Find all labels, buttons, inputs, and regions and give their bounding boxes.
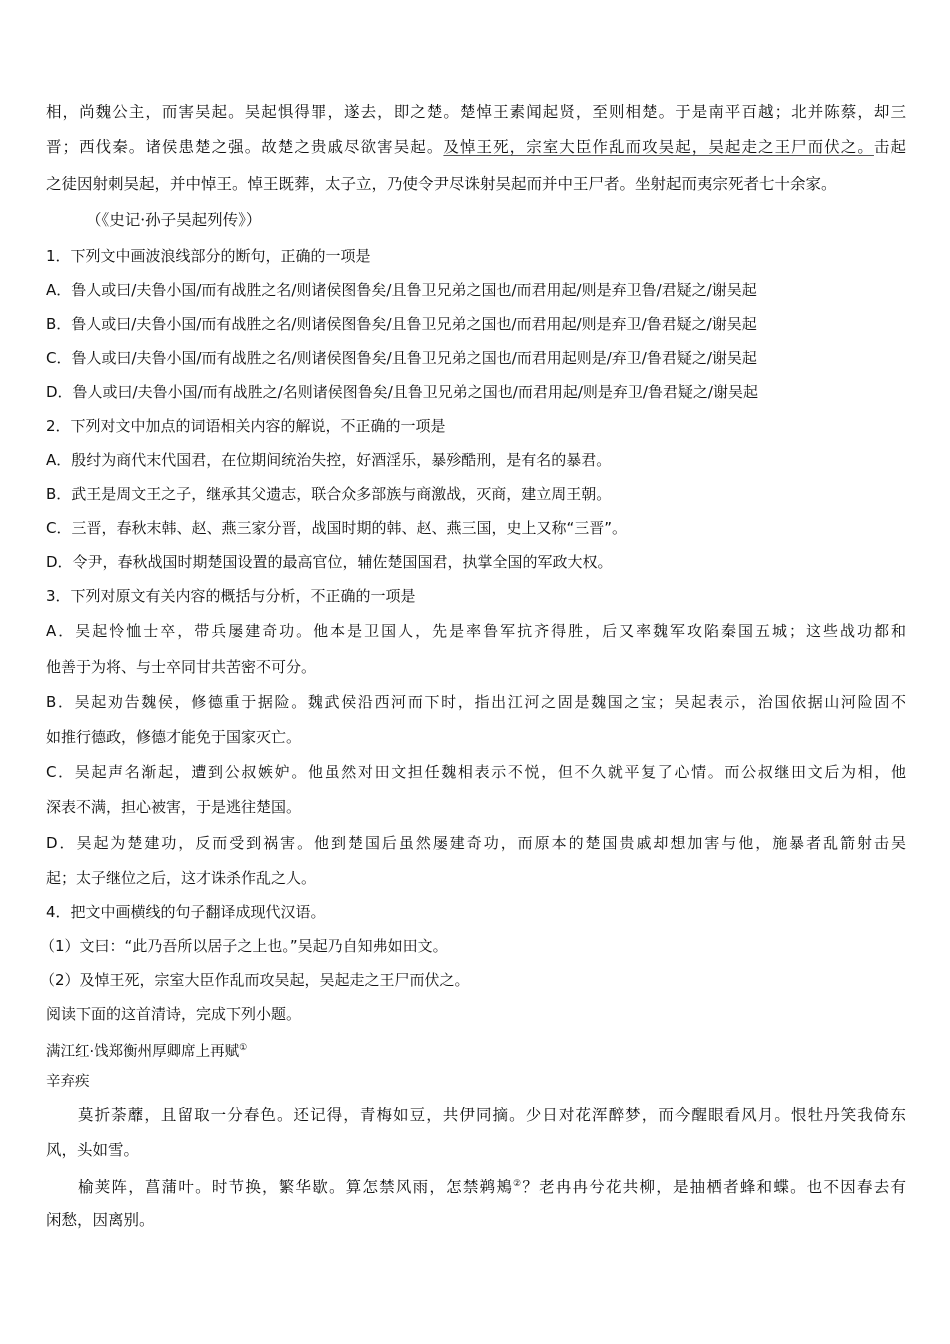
passage-line: 相，尚魏公主，而害吴起。吴起惧得罪，遂去，即之楚。楚悼王素闻起贤，至则相楚。于是南平百越；北并陈蔡，却三 (46, 103, 906, 121)
question-stem: 2．下列对文中加点的词语相关内容的解说，不正确的一项是 (46, 417, 446, 435)
passage-text: 击起 (873, 138, 906, 156)
option-b: B．吴起劝告魏侯，修德重于据险。魏武侯沿西河而下时，指出江河之固是魏国之宝；吴起表示，治国依据山河险固不 (46, 693, 906, 711)
poem-title (46, 1038, 906, 1062)
sentence-2: （2）及悼王死，宗室大臣作乱而攻吴起，吴起走之王尸而伏之。 (40, 971, 470, 989)
question-stem: 3．下列对原文有关内容的概括与分析，不正确的一项是 (46, 587, 416, 605)
poem-line (78, 1174, 906, 1197)
option-c: C．三晋，春秋末韩、赵、燕三家分晋，战国时期的韩、赵、燕三国，史上又称“三晋”。 (46, 519, 628, 537)
poem-line: 莫折荼蘼，且留取一分春色。还记得，青梅如豆，共伊同摘。少日对花浑醉梦，而今醒眼看风月。恨牡丹笑我倚东 (78, 1106, 906, 1124)
poem-line: 风，头如雪。 (46, 1141, 140, 1159)
poem-text: 榆荚阵，菖蒲叶。时节换，繁华歇。算怎禁风雨，怎禁鹈鴂 (78, 1178, 514, 1197)
option-a: A．吴起怜恤士卒，带兵屡建奇功。他本是卫国人，先是率鲁军抗齐得胜，后又率魏军攻陷秦国五城；这些战功都和 (46, 622, 906, 640)
option-d: D．令尹，春秋战国时期楚国设置的最高官位，辅佐楚国国君，执掌全国的军政大权。 (46, 553, 613, 571)
footnote-marker: ② (513, 1179, 523, 1189)
option-a: A．殷纣为商代末代国君，在位期间统治失控，好酒淫乐，暴殄酷刑，是有名的暴君。 (46, 451, 612, 469)
passage-source: （《史记·孙子吴起列传》） (86, 211, 262, 229)
option-b: B．武王是周文王之子，继承其父遗志，联合众多部族与商激战，灭商，建立周王朝。 (46, 485, 612, 503)
option-b: B．鲁人或曰/夫鲁小国/而有战胜之名/则诸侯图鲁矣/且鲁卫兄弟之国也/而君用起/则是弃卫/鲁君疑之/谢吴起 (46, 315, 757, 333)
passage-text: 晋；西伐秦。诸侯患楚之强。故楚之贵戚尽欲害吴起。 (46, 138, 444, 156)
sentence-1: （1）文曰：“此乃吾所以居子之上也。”吴起乃自知弗如田文。 (40, 937, 448, 955)
question-stem: 4．把文中画横线的句子翻译成现代汉语。 (46, 903, 326, 921)
option-c: C．鲁人或曰/夫鲁小国/而有战胜之名/则诸侯图鲁矣/且鲁卫兄弟之国也/而君用起则是/弃卫/鲁君疑之/谢吴起 (46, 349, 757, 367)
question-stem: 1．下列文中画波浪线部分的断句，正确的一项是 (46, 247, 371, 265)
poem-line: 闲愁，因离别。 (46, 1211, 155, 1229)
option-c-cont: 深表不满，担心被害，于是逃往楚国。 (46, 798, 302, 816)
option-d: D．鲁人或曰/夫鲁小国/而有战胜之/名则诸侯图鲁矣/且鲁卫兄弟之国也/而君用起/则是弃卫/鲁君疑之/谢吴起 (46, 383, 758, 401)
poem-title-text: 满江红·饯郑衡州厚卿席上再赋 (46, 1043, 240, 1060)
option-b-cont: 如推行德政，修德才能免于国家灭亡。 (46, 728, 302, 746)
option-d-cont: 起；太子继位之后，这才诛杀作乱之人。 (46, 869, 317, 887)
poem-text: ？老冉冉兮花共柳，是抽栖者蜂和蝶。也不因春去有 (522, 1178, 906, 1197)
passage-line (46, 137, 906, 157)
passage-line: 之徒因射刺吴起，并中悼王。悼王既葬，太子立，乃使令尹尽诛射吴起而并中王尸者。坐射起而夷宗死者七十余家。 (46, 175, 837, 193)
option-c: C．吴起声名渐起，遭到公叔嫉妒。他虽然对田文担任魏相表示不悦，但不久就平复了心情。而公叔继田文后为相，他 (46, 763, 906, 781)
underlined-sentence: 及悼王死，宗室大臣作乱而攻吴起，吴起走之王尸而伏之。 (443, 138, 874, 156)
footnote-marker: ① (239, 1043, 248, 1053)
poem-intro: 阅读下面的这首清诗，完成下列小题。 (46, 1005, 302, 1023)
option-d: D．吴起为楚建功，反而受到祸害。他到楚国后虽然屡建奇功，而原本的楚国贵戚却想加害与他，施暴者乱箭射击吴 (46, 834, 906, 852)
option-a: A．鲁人或曰/夫鲁小国/而有战胜之名/则诸侯图鲁矣/且鲁卫兄弟之国也/而君用起/则是弃卫鲁/君疑之/谢吴起 (46, 281, 757, 299)
option-a-cont: 他善于为将、与士卒同甘共苦密不可分。 (46, 658, 317, 676)
poem-author: 辛弃疾 (46, 1074, 90, 1090)
